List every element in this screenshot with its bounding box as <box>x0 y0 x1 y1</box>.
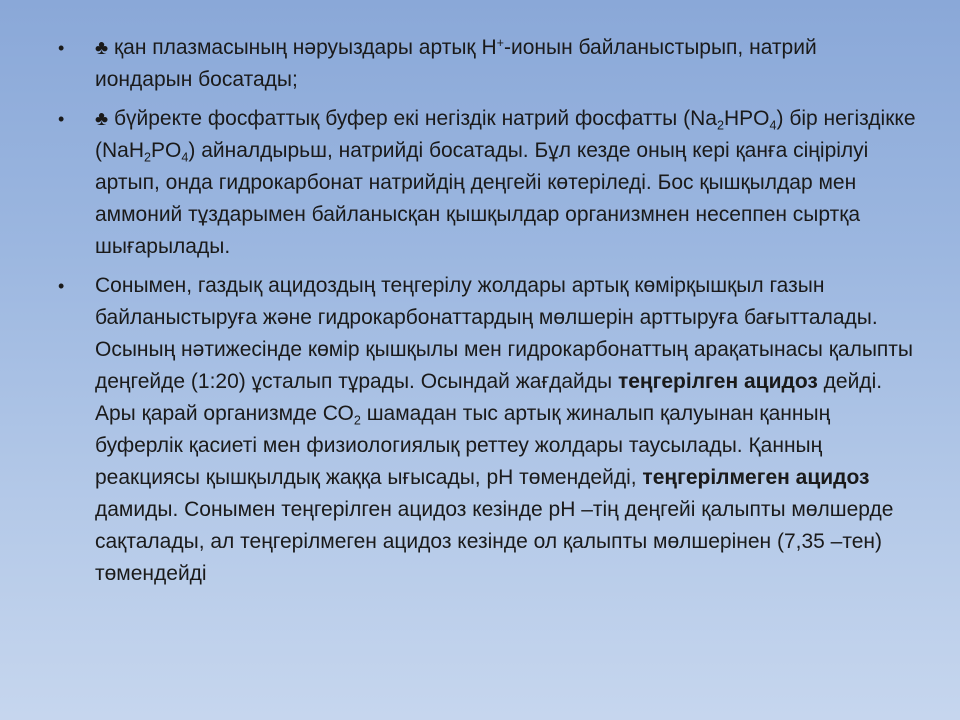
bullet-1-text-1: қан плазмасының нәруыздары артық Н <box>108 36 497 59</box>
bullet-list <box>58 32 916 597</box>
bullet-2-sub-4: 4 <box>181 150 189 165</box>
bullet-3-sub-1: 2 <box>353 413 361 428</box>
bullet-2-text-5: ) айналдырьш, натрийді босатады. Бұл кезде оның кері қанға сіңірілуі артып, онда гидрокарбонат натрийдің деңгейі көтеріледі. Бос қышқылдар мен аммоний тұздарымен байланысқан қышқылдар организмнен несеппен сыртқа шығарылады. <box>95 139 869 258</box>
bullet-2-text-3: ) бір негіздікке (NaH <box>95 107 916 162</box>
bullet-2-sub-2: 4 <box>769 118 777 133</box>
bullet-1-sup: + <box>496 36 504 51</box>
bullet-3-text-1: Сонымен, газдық ацидоздың теңгерілу жолдары артық көмірқышқыл газын байланыстыруға және гидрокарбонаттардың мөлшерін арттыруға бағытталады. Осының нәтижесінде көмір қышқылы мен гидрокарбонаттың арақатынасы қалыпты деңгейде (1:20) ұсталып тұрады. Осындай жағдайды <box>95 274 914 393</box>
bullet-2-sub-3: 2 <box>144 150 152 165</box>
bullet-2-sub-1: 2 <box>716 118 724 133</box>
bullet-dot-icon: • <box>58 38 65 58</box>
bullet-3-text-3: шамадан тыс артық жиналып қалуынан қанның буферлік қасиеті мен физиологиялық реттеу жолдары таусылады. Қанның реакциясы қышқылдық жаққа ығысады, рН төмендейді, <box>95 402 831 489</box>
bullet-1-text-2: -ионын байланыстырып, натрий иондарын босатады; <box>95 36 817 91</box>
bullet-item-1 <box>58 32 916 96</box>
bullet-2-text-4: PO <box>151 139 182 162</box>
bullet-item-3 <box>58 270 916 590</box>
bullet-3-bold-2: теңгерілмеген ацидоз <box>642 466 870 489</box>
bullet-2-text-2: HPO <box>723 107 770 130</box>
bullet-item-2 <box>58 103 916 263</box>
bullet-dot-icon: • <box>58 109 65 129</box>
bullet-3-bold-1: теңгерілген ацидоз <box>617 370 818 393</box>
club-icon: ♣ <box>95 108 109 130</box>
bullet-2-text-1: бүйректе фосфаттық буфер екі негіздік натрий фосфатты (Na <box>108 107 717 130</box>
bullet-dot-icon: • <box>58 276 65 296</box>
bullet-3-text-4: дамиды. Сонымен теңгерілген ацидоз кезінде рН –тің деңгейі қалыпты мөлшерде сақталады, ал теңгерілмеген ацидоз кезінде ол қалыпты мөлшерінен (7,35 –тен) төмендейді <box>95 498 894 585</box>
club-icon: ♣ <box>95 37 109 59</box>
bullet-3-text-2: дейді. Ары қарай организмде СО <box>95 370 883 425</box>
